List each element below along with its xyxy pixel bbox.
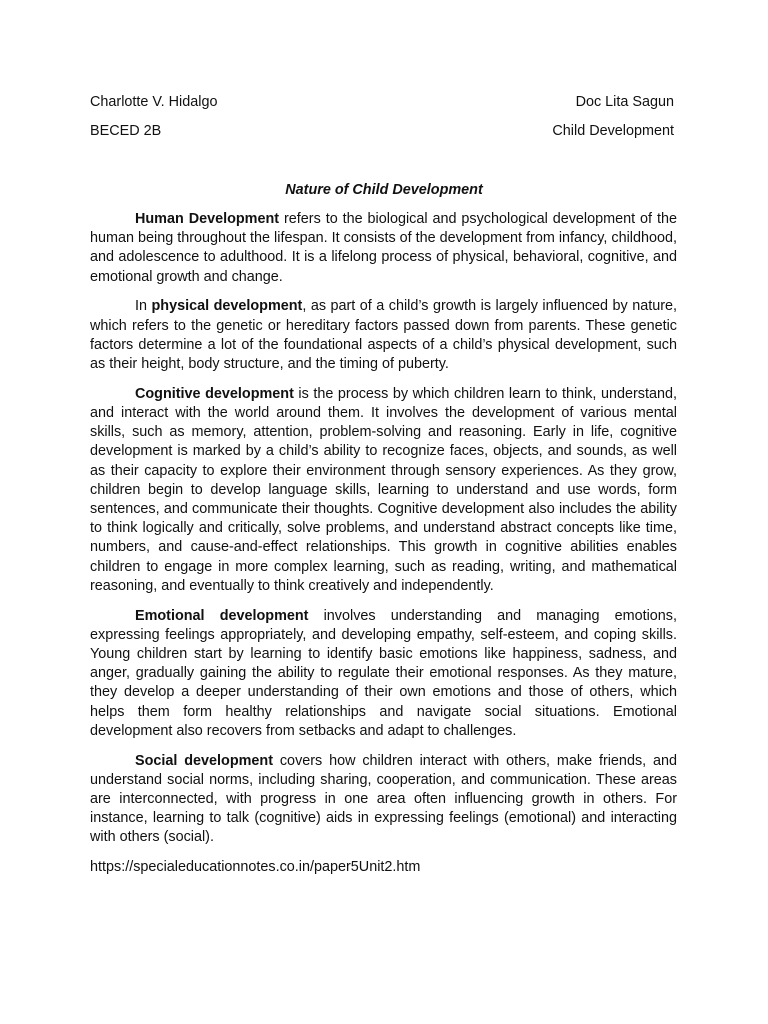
paragraph-text: covers how children interact with others, make friends, and understand social norms, including sharing, cooperation, and communication. These areas are interconnected, with progress in one area often influencing growth in others. For instance, learning to talk (cognitive) aids in expressing feelings (emotional) and interacting with others (social). [90,752,677,846]
paragraph-text: involves understanding and managing emotions, expressing feelings appropriately, and developing empathy, self-esteem, and coping skills. Young children start by learning to identify basic emotions like happiness, sadness, and anger, gradually gaining the ability to regulate their emotional responses. As they mature, they develop a deeper understanding of their own emotions and those of others, which helps them form healthy relationships and navigate social situations. Emotional development also recovers from setbacks and adapt to challenges. [90,607,677,739]
paragraph-term: physical development [151,298,303,315]
instructor-name: Doc Lita Sagun [575,94,674,110]
paragraph-term: Emotional development [135,607,309,624]
paragraph-social-development [90,752,677,848]
paragraph-cognitive-development [90,385,677,596]
paragraph-term: Social development [135,752,274,769]
document-body [90,210,677,877]
paragraph-text: is the process by which children learn to think, understand, and interact with the world around them. It involves the development of various mental skills, such as memory, attention, problem-solving and reasoning. Early in life, cognitive development is marked by a child’s ability to recognize faces, objects, and sounds, as well as their capacity to explore their environment through sensory experiences. As they grow, children begin to develop language skills, learning to understand and use words, form sentences, and communicate their thoughts. Cognitive development also includes the ability to think logically and critically, solve problems, and understand abstract concepts like time, numbers, and cause-and-effect relationships. This growth in cognitive abilities enables children to engage in more complex learning, such as reading, writing, and mathematical reasoning, and eventually to think creatively and independently. [90,385,677,594]
paragraph-human-development [90,210,677,287]
source-reference: https://specialeducationnotes.co.in/paper5Unit2.htm [90,859,421,876]
subject-name: Child Development [552,123,674,139]
paragraph-term: Human Development [135,211,280,227]
header-row-1 [90,93,674,112]
document-title: Nature of Child Development [285,182,483,198]
header-row-2 [90,122,674,141]
paragraph-text: refers to the biological and psychological development of the human being throughout the lifespan. It consists of the development from infancy, childhood, and adolescence to adulthood. It is a lifelong process of physical, behavioral, cognitive, and emotional growth and change. [90,211,677,285]
paragraph-term: Cognitive development [135,385,294,402]
paragraph-physical-development [90,297,677,374]
student-name: Charlotte V. Hidalgo [90,94,218,110]
paragraph-emotional-development [90,607,677,741]
paragraph-prefix: In [135,298,152,315]
course-code: BECED 2B [90,123,162,139]
paragraph-text: , as part of a child’s growth is largely influenced by nature, which refers to the genetic or hereditary factors passed down from parents. These genetic factors determine a lot of the foundational aspects of a child’s physical development, such as their height, body structure, and the timing of puberty. [90,298,678,373]
